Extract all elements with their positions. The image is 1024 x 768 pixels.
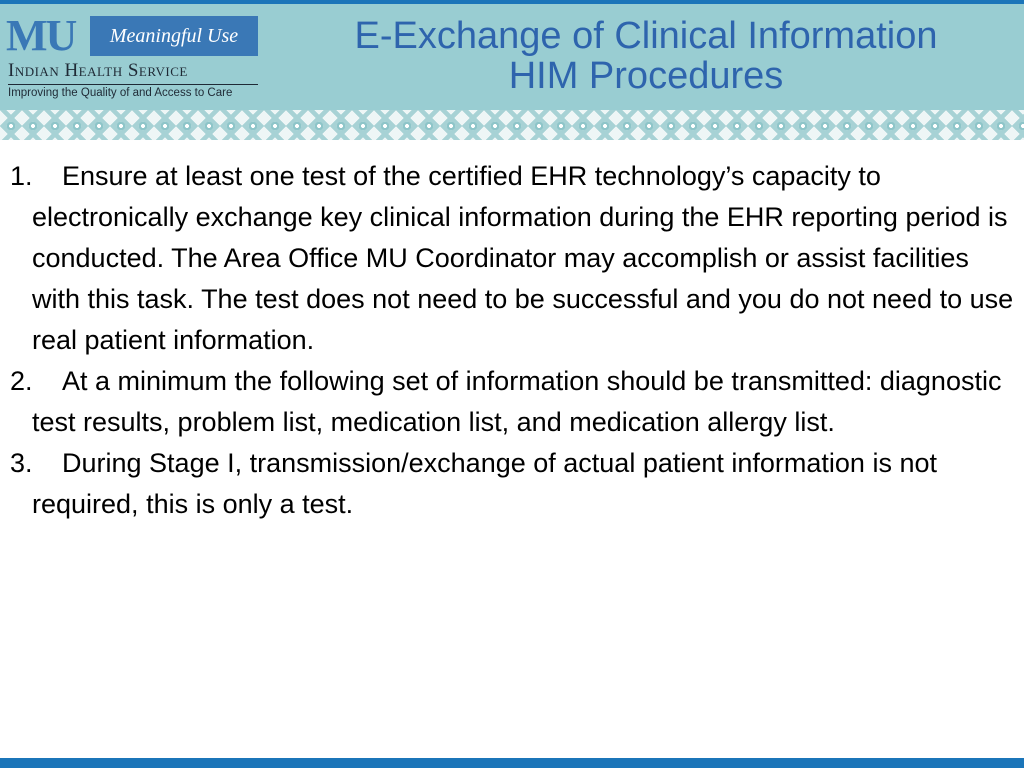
list-item-text: During Stage I, transmission/exchange of actual patient information is not required, this is only a test. bbox=[32, 448, 937, 519]
footer-bar bbox=[0, 758, 1024, 768]
logo-mu-mark: MU bbox=[6, 11, 76, 60]
list-item bbox=[10, 156, 1014, 361]
list-item bbox=[10, 361, 1014, 443]
slide-title bbox=[286, 16, 1006, 96]
list-item-text: Ensure at least one test of the certified EHR technology’s capacity to electronically exchange key clinical information during the EHR reporting period is conducted. The Area Office MU Coordinator may accomplish or assist facilities with this task. The test does not need to be successful and you do not need to use real patient information. bbox=[32, 161, 1014, 355]
list-item-number: 1. bbox=[10, 161, 33, 191]
list-item-text: At a minimum the following set of information should be transmitted: diagnostic test results, problem list, medication list, and medication allergy list. bbox=[32, 366, 1002, 437]
list-item-number: 2. bbox=[10, 366, 33, 396]
logo-tagline: Improving the Quality of and Access to Care bbox=[8, 87, 233, 99]
logo-divider bbox=[8, 84, 258, 85]
logo-meaningful-use-box bbox=[90, 16, 258, 56]
decorative-border bbox=[0, 110, 1024, 142]
list-item bbox=[10, 443, 1014, 525]
slide-header bbox=[0, 0, 1024, 110]
list-item-number: 3. bbox=[10, 448, 33, 478]
mu-ihs-logo bbox=[6, 10, 266, 102]
procedure-list bbox=[10, 156, 1014, 525]
logo-meaningful-use-text: Meaningful Use bbox=[109, 24, 239, 47]
slide-title-line1: E-Exchange of Clinical Information bbox=[354, 15, 938, 57]
logo-org-name: Indian Health Service bbox=[8, 60, 188, 81]
slide-title-line2: HIM Procedures bbox=[508, 55, 784, 97]
